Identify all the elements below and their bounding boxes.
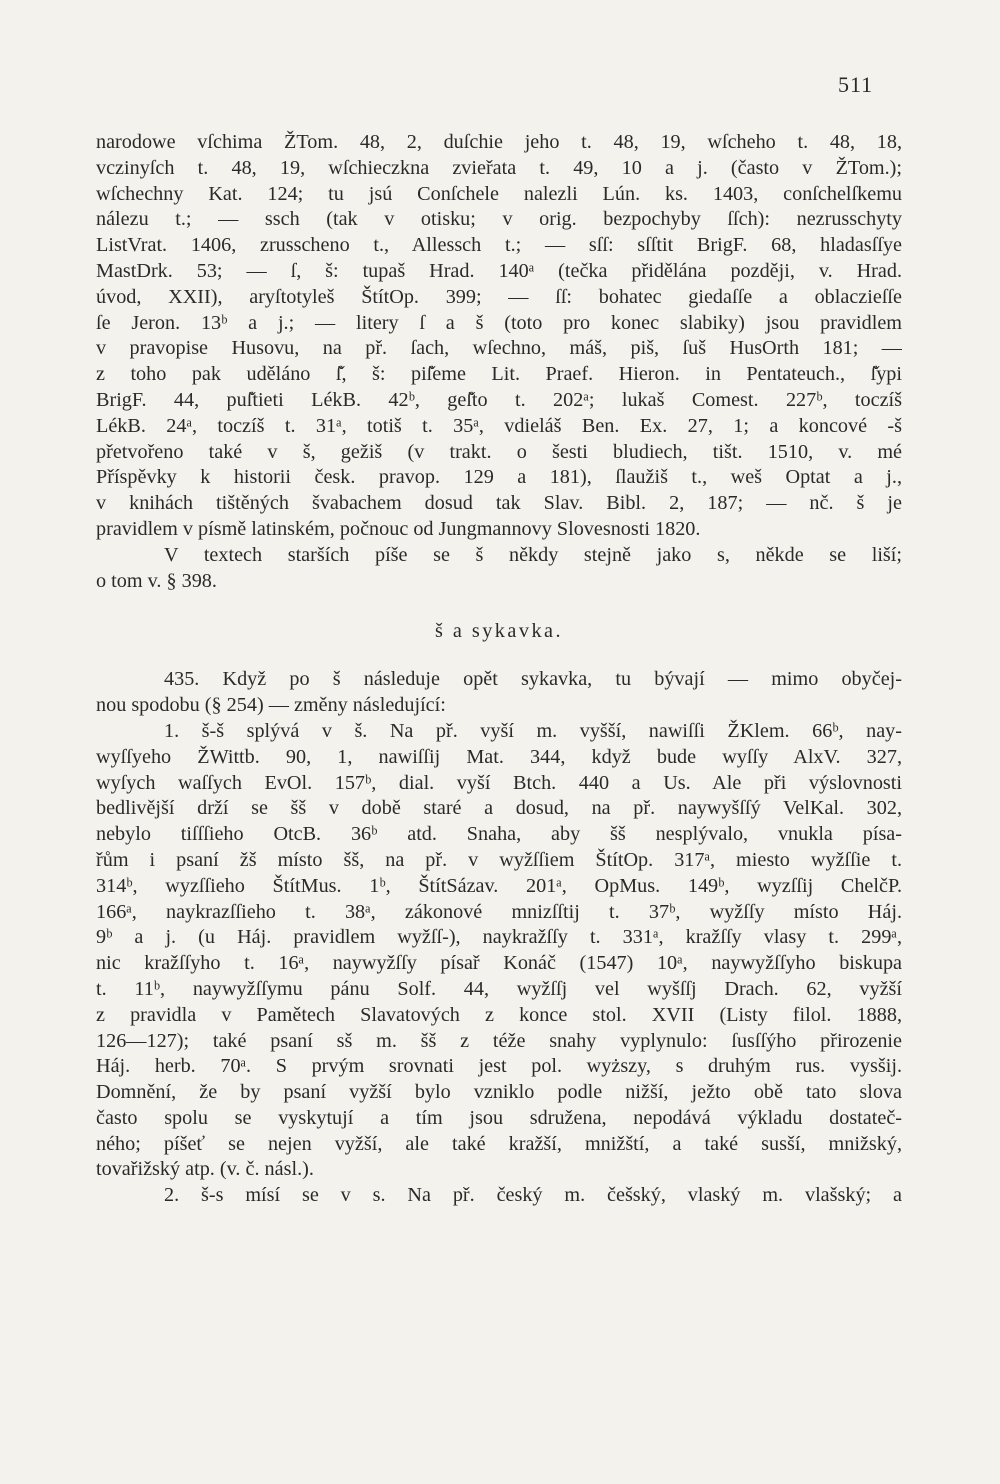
text-line: nálezu t.; — ssch (tak v otisku; v orig. bezpochyby ſſch): nezrusschyty: [96, 208, 902, 231]
text-line: vczinyſch t. 48, 19, wſchieczkna zvieřata t. 49, 10 a j. (často v ŽTom.);: [96, 156, 902, 179]
text-line: 9ᵇ a j. (u Háj. pravidlem wyžſſ-), naykražſſy t. 331ᵃ, kražſſy vlasy t. 299ᵃ,: [96, 926, 902, 949]
text-line: ného; píšeť se nejen vyžší, ale také kražší, mnižští, a také susší, mnižský,: [96, 1132, 902, 1155]
text-line: V textech starších píše se š někdy stejně jako s, někde se liší;: [164, 543, 902, 566]
text-line: nou spodobu (§ 254) — změny následující:: [96, 694, 446, 717]
text-line: BrigF. 44, puſ̌tieti LékB. 42ᵇ, geſ̌to t. 202ᵃ; lukaš Comest. 227ᵇ, toczíš: [96, 388, 902, 411]
text-line: 126—127); také psaní sš m. šš z téže snahy vyplynulo: ſusſſýho přirozenie: [96, 1029, 902, 1052]
text-line: nic kražſſyho t. 16ᵃ, naywyžſſy písař Konáč (1547) 10ᵃ, naywyžſſyho biskupa: [96, 952, 902, 975]
section-heading: š a sykavka.: [434, 620, 564, 643]
text-line: bedlivější drží se šš v době staré a dosud, na př. naywyšſſý VelKal. 302,: [96, 797, 902, 820]
text-line: 2. š-s mísí se v s. Na př. český m. češský, vlaský m. vlašský; a: [164, 1184, 902, 1207]
text-line: v knihách tištěných švabachem dosud tak Slav. Bibl. 2, 187; — nč. š je: [96, 492, 902, 515]
text-line: o tom v. § 398.: [96, 569, 217, 592]
text-line: LékB. 24ᵃ, toczíš t. 31ᵃ, totiš t. 35ᵃ, vdieláš Ben. Ex. 27, 1; a koncové -š: [96, 414, 902, 437]
paragraph-435: [96, 667, 902, 719]
text-line: Háj. herb. 70ᵃ. S prvým srovnati jest pol. wyższy, s druhým rus. vysšij.: [96, 1055, 902, 1078]
text-line: Příspěvky k historii česk. pravop. 129 a 181), ſlaužiš t., weš Optat a j.,: [96, 466, 902, 489]
text-line: wyſſyeho ŽWittb. 90, 1, nawiſſij Mat. 344, když bude wyſſy AlxV. 327,: [96, 745, 902, 768]
text-line: MastDrk. 53; — ſ, š: tupaš Hrad. 140ᵃ (tečka přidělána později, v. Hrad.: [96, 259, 902, 282]
text-line: z pravidla v Pamětech Slavatových z konce stol. XVII (Listy filol. 1888,: [96, 1003, 902, 1026]
text-line: v pravopise Husovu, na př. ſach, wſechno, máš, piš, ſuš HusOrth 181; —: [96, 337, 902, 360]
paragraph-point-2: [96, 1183, 902, 1209]
text-line: ſe Jeron. 13ᵇ a j.; — litery ſ a š (toto pro konec slabiky) jsou pravidlem: [96, 311, 902, 334]
text-line: často spolu se vyskytují a tím jsou sdružena, nepodává výkladu dostateč-: [96, 1106, 902, 1129]
text-line: ListVrat. 1406, zrusscheno t., Allessch t.; — sſſ: sſſtit BrigF. 68, hladasſſye: [96, 234, 902, 257]
paragraph-intro: [96, 130, 902, 543]
text-line: narodowe vſchima ŽTom. 48, 2, duſchie jeho t. 48, 19, wſcheho t. 48, 18,: [96, 131, 902, 153]
text-line: wyſych waſſych EvOl. 157ᵇ, dial. vyší Btch. 440 a Us. Ale při výslovnosti: [96, 771, 902, 794]
text-line: 314ᵇ, wyzſſieho ŠtítMus. 1ᵇ, ŠtítSázav. 201ᵃ, OpMus. 149ᵇ, wyzſſij ChelčP.: [96, 874, 902, 897]
text-line: 1. š-š splývá v š. Na př. vyší m. vyšší, nawiſſi ŽKlem. 66ᵇ, nay-: [164, 719, 902, 742]
text-line: Domnění, že by psaní vyžší bylo vzniklo podle nižší, ježto obě tato slova: [96, 1081, 902, 1104]
text-line: tovařižský atp. (v. č. násl.).: [96, 1158, 314, 1181]
text-line: wſchechny Kat. 124; tu jsú Conſchele nalezli Lún. ks. 1403, conſchelſkemu: [96, 182, 902, 205]
text-line: z toho pak uděláno ſ̌, š: piſ̌eme Lit. Praef. Hieron. in Pentateuch., ſ̌ypi: [96, 363, 902, 386]
paragraph-older-texts: [96, 543, 902, 595]
text-line: pravidlem v písmě latinském, počnouc od Jungmannovy Slovesnosti 1820.: [96, 517, 701, 540]
page-number: 511: [838, 72, 874, 97]
text-line: nebylo tiſſſieho OtcB. 36ᵇ atd. Snaha, aby šš nesplývalo, vnukla písa-: [96, 823, 902, 846]
text-line: 166ᵃ, naykrazſſieho t. 38ᵃ, zákonové mnizſſtij t. 37ᵇ, wyžſſy místo Háj.: [96, 900, 902, 923]
text-line: t. 11ᵇ, naywyžſſymu pánu Solf. 44, wyžſſj vel wyšſſj Drach. 62, vyžší: [96, 977, 902, 1000]
text-line: 435. Když po š následuje opět sykavka, tu bývají — mimo obyčej-: [164, 668, 902, 691]
main-text: [96, 130, 902, 1209]
paragraph-point-1: [96, 719, 902, 1183]
text-line: přetvořeno také v š, gežiš (v trakt. o šesti bludiech, tišt. 1510, v. mé: [96, 440, 902, 463]
text-line: řům i psaní žš místo šš, na př. v wyžſſiem ŠtítOp. 317ᵃ, miesto wyžſſie t.: [96, 848, 902, 871]
text-line: úvod, XXII), aryſtotyleš ŠtítOp. 399; — ſſ: bohatec giedaſſe a oblaczieſſe: [96, 285, 902, 308]
